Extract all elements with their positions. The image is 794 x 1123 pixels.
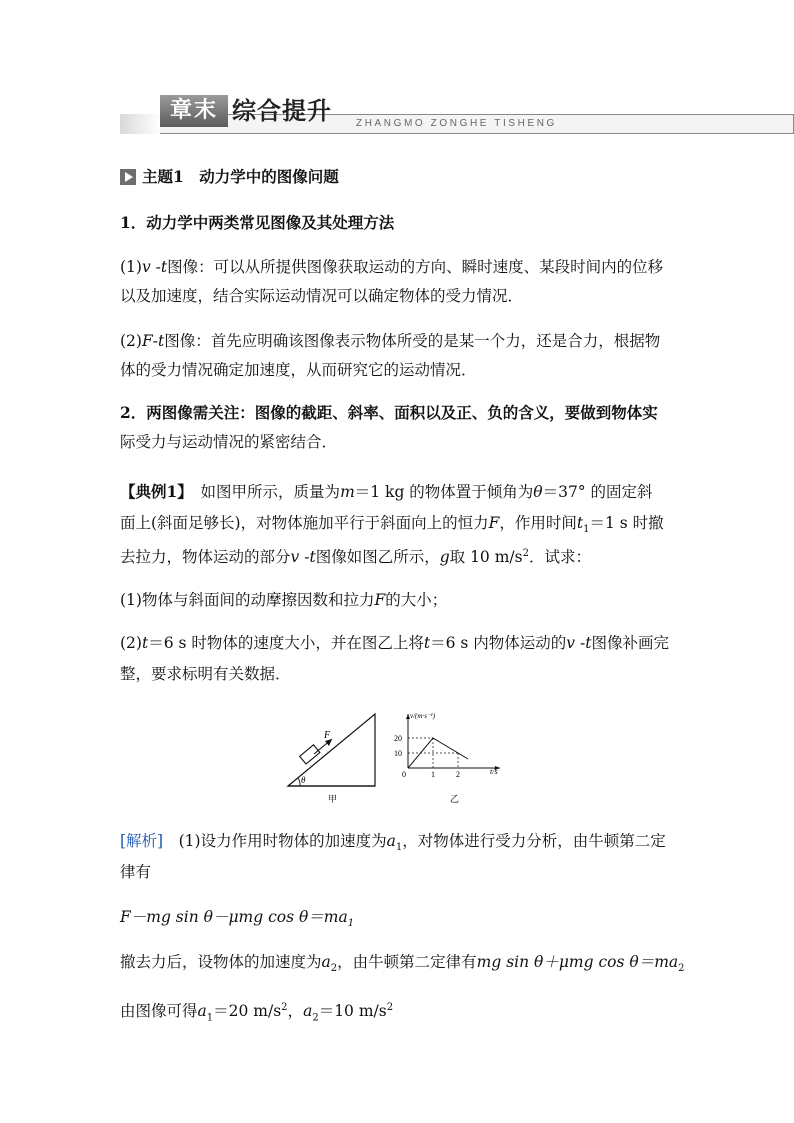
example-line1: 【典例1】 如图甲所示，质量为m＝1 kg 的物体置于倾角为θ＝37° 的固定斜 xyxy=(120,482,653,501)
solution-line5: 由图像可得$a_1=20$ $m/s^2$，$a_2=10$ $m/s^2$ xyxy=(120,1002,394,1024)
question-1: (1)物体与斜面间的动摩擦因数和拉力F的大小； xyxy=(120,591,448,609)
solution-tag: [解析] xyxy=(120,832,164,850)
solution-equation1: F－mg sin θ－μmg $\cos \theta=ma_1$ xyxy=(120,908,355,930)
block xyxy=(300,745,320,764)
x-tick-1: 1 xyxy=(431,770,435,779)
section1-p2-line2: 体的受力情况确定加速度，从而研究它的运动情况． xyxy=(120,361,477,379)
section1-p1-line2: 以及加速度，结合实际运动情况可以确定物体的受力情况． xyxy=(120,287,524,305)
y-axis-label: v/(m·s⁻¹) xyxy=(410,712,436,720)
question-2-line2: 整，要求标明有关数据． xyxy=(120,665,291,683)
x-axis-label: t/s xyxy=(490,767,498,776)
example-tag: 【典例1】 xyxy=(120,482,186,501)
question-2-line1: (2)t＝6 s 时物体的速度大小，并在图乙上将t＝6 s 内物体运动的v -t图像补画完 xyxy=(120,634,669,652)
angle-arc xyxy=(298,778,300,786)
y-tick-10: 10 xyxy=(394,749,402,758)
figure-yi-caption: 乙 xyxy=(450,795,460,805)
page-title: 综合提升 xyxy=(232,97,332,125)
y-tick-20: 20 xyxy=(394,734,402,743)
solution-line2: 律有 xyxy=(120,863,152,881)
example-line3: 去拉力，物体运动的部分v -t图像如图乙所示，g取 10 $m/s^2$．试求： xyxy=(120,548,591,567)
chapter-end-badge: 章末 xyxy=(160,95,228,127)
section1-p2-line1: (2)F-t图像：首先应明确该图像表示物体所受的是某一个力，还是合力，根据物 xyxy=(120,332,661,350)
header-bar-cap xyxy=(120,114,160,134)
x-tick-2: 2 xyxy=(456,770,460,779)
section1-p1-line1: (1)v -t图像：可以从所提供图像获取运动的方向、瞬时速度、某段时间内的位移 xyxy=(120,258,664,276)
origin-label: 0 xyxy=(402,770,406,779)
play-triangle-icon xyxy=(120,169,136,185)
figure-jia-caption: 甲 xyxy=(328,795,338,805)
section2-line2: 际受力与运动情况的紧密结合． xyxy=(120,433,338,451)
figure-yi-vt-graph xyxy=(394,706,510,810)
example-line2: 面上(斜面足够长)，对物体施加平行于斜面向上的恒力F，作用时间$t_1=1$ s 时撤 xyxy=(120,514,664,536)
page-title-pinyin: ZHANGMO ZONGHE TISHENG xyxy=(356,118,557,129)
section1-heading: 1．动力学中两类常见图像及其处理方法 xyxy=(120,213,395,232)
force-label: F xyxy=(324,730,331,741)
section2-line1: 2．两图像需关注：图像的截距、斜率、面积以及正、负的含义，要做到物体实 xyxy=(120,403,658,422)
figure-jia-incline xyxy=(280,708,390,808)
topic-heading: 主题1 动力学中的图像问题 xyxy=(142,167,339,186)
solution-line4: 撤去力后，设物体的加速度为$a_2$，由牛顿第二定律有mg sin θ＋μmg $\cos \theta=ma_2$ xyxy=(120,953,685,975)
solution-line1: [解析] (1)设力作用时物体的加速度为$a_1$，对物体进行受力分析，由牛顿第二定 xyxy=(120,832,666,854)
angle-label: θ xyxy=(301,775,306,785)
